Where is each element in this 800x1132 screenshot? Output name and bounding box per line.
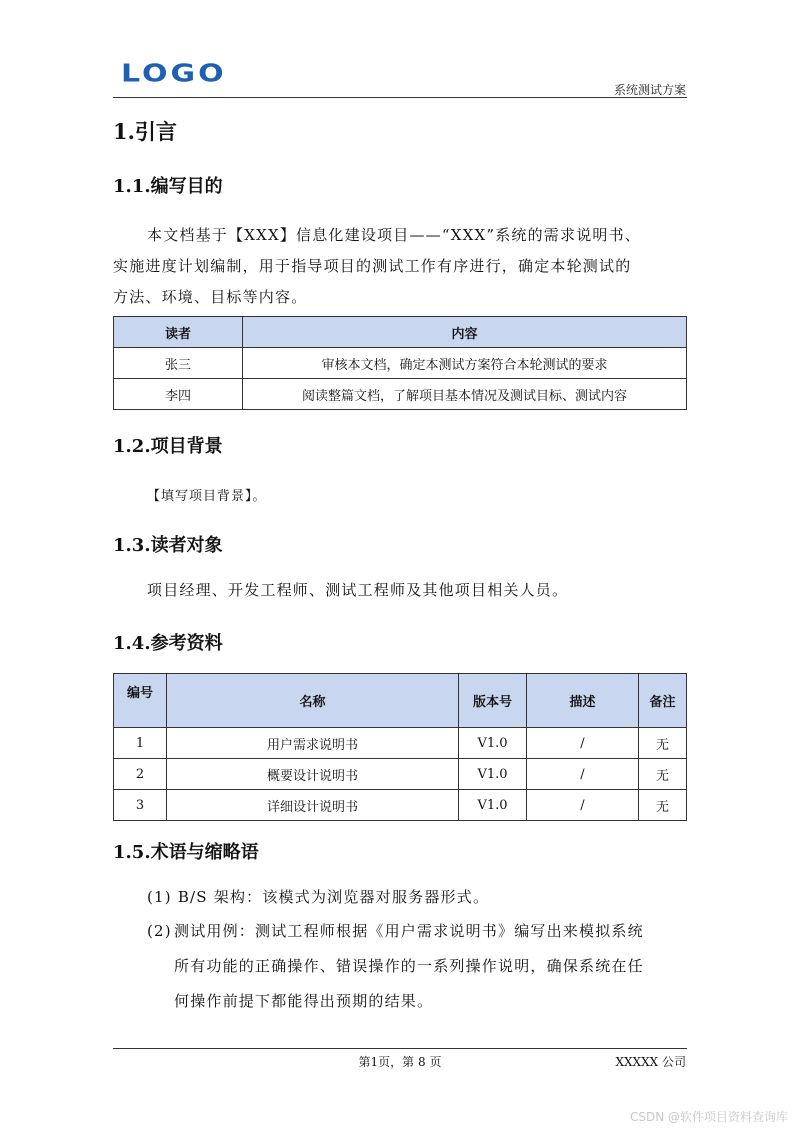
section-heading-references: 1.4.参考资料 bbox=[113, 633, 223, 654]
term-line: B/S 架构：该模式为浏览器对服务器形式。 bbox=[177, 888, 490, 906]
page-number: 第1页，第 8 页 bbox=[358, 1055, 442, 1069]
table-header-row bbox=[114, 317, 687, 348]
table-header-cell: 版本号 bbox=[459, 674, 527, 728]
section-heading-intro: 1.引言 bbox=[113, 119, 177, 144]
purpose-line: 实施进度计划编制，用于指导项目的测试工作有序进行，确定本轮测试的 bbox=[113, 257, 632, 275]
section-heading-terms: 1.5.术语与缩略语 bbox=[113, 842, 259, 863]
table-cell: 2 bbox=[114, 759, 167, 790]
watermark: CSDN @软件项目资料查询库 bbox=[629, 1110, 788, 1124]
term-number: (2) bbox=[147, 922, 172, 940]
table-cell: 无 bbox=[639, 728, 687, 759]
purpose-paragraph bbox=[113, 220, 693, 313]
table-cell: 审核本文档，确定本测试方案符合本轮测试的要求 bbox=[243, 348, 687, 379]
table-row bbox=[114, 790, 687, 821]
purpose-line: 本文档基于【XXX】信息化建设项目——“XXX”系统的需求说明书、 bbox=[147, 226, 642, 244]
table-cell: 李四 bbox=[114, 379, 243, 410]
table-header-row bbox=[114, 674, 687, 728]
section-heading-background: 1.2.项目背景 bbox=[113, 436, 223, 457]
table-cell: V1.0 bbox=[459, 759, 527, 790]
table-cell: 用户需求说明书 bbox=[167, 728, 459, 759]
table-header-cell: 读者 bbox=[114, 317, 243, 348]
references-table bbox=[113, 673, 687, 821]
table-cell: / bbox=[527, 790, 639, 821]
table-cell: 概要设计说明书 bbox=[167, 759, 459, 790]
table-header-cell: 内容 bbox=[243, 317, 687, 348]
table-cell: 阅读整篇文档，了解项目基本情况及测试目标、测试内容 bbox=[243, 379, 687, 410]
table-cell: V1.0 bbox=[459, 728, 527, 759]
document-title: 系统测试方案 bbox=[613, 83, 686, 97]
company-logo: LOGO bbox=[121, 59, 227, 89]
term-line: 何操作前提下都能得出预期的结果。 bbox=[174, 992, 434, 1010]
table-cell: 张三 bbox=[114, 348, 243, 379]
table-cell: 无 bbox=[639, 759, 687, 790]
footer-divider bbox=[113, 1048, 687, 1049]
term-item bbox=[147, 880, 489, 915]
table-row bbox=[114, 728, 687, 759]
audience-text: 项目经理、开发工程师、测试工程师及其他项目相关人员。 bbox=[147, 581, 569, 599]
table-header-cell: 名称 bbox=[167, 674, 459, 728]
table-header-cell: 编号 bbox=[114, 674, 167, 728]
table-cell: 详细设计说明书 bbox=[167, 790, 459, 821]
term-line: 所有功能的正确操作、错误操作的一系列操作说明，确保系统在任 bbox=[174, 957, 644, 975]
section-heading-audience: 1.3.读者对象 bbox=[113, 535, 223, 556]
table-header-cell: 备注 bbox=[639, 674, 687, 728]
table-cell: V1.0 bbox=[459, 790, 527, 821]
company-name: XXXXX 公司 bbox=[615, 1055, 686, 1069]
term-number: (1) bbox=[147, 888, 172, 906]
table-cell: / bbox=[527, 759, 639, 790]
term-item bbox=[147, 914, 707, 1019]
table-row bbox=[114, 348, 687, 379]
section-heading-purpose: 1.1.编写目的 bbox=[113, 176, 223, 197]
table-row bbox=[114, 759, 687, 790]
readers-table bbox=[113, 316, 687, 410]
purpose-line: 方法、环境、目标等内容。 bbox=[113, 288, 308, 306]
table-cell: / bbox=[527, 728, 639, 759]
table-cell: 1 bbox=[114, 728, 167, 759]
background-text: 【填写项目背景】。 bbox=[147, 489, 267, 504]
term-line: 测试用例：测试工程师根据《用户需求说明书》编写出来模拟系统 bbox=[174, 922, 644, 940]
header-divider bbox=[113, 97, 687, 98]
table-cell: 无 bbox=[639, 790, 687, 821]
table-header-cell: 描述 bbox=[527, 674, 639, 728]
table-cell: 3 bbox=[114, 790, 167, 821]
table-row bbox=[114, 379, 687, 410]
